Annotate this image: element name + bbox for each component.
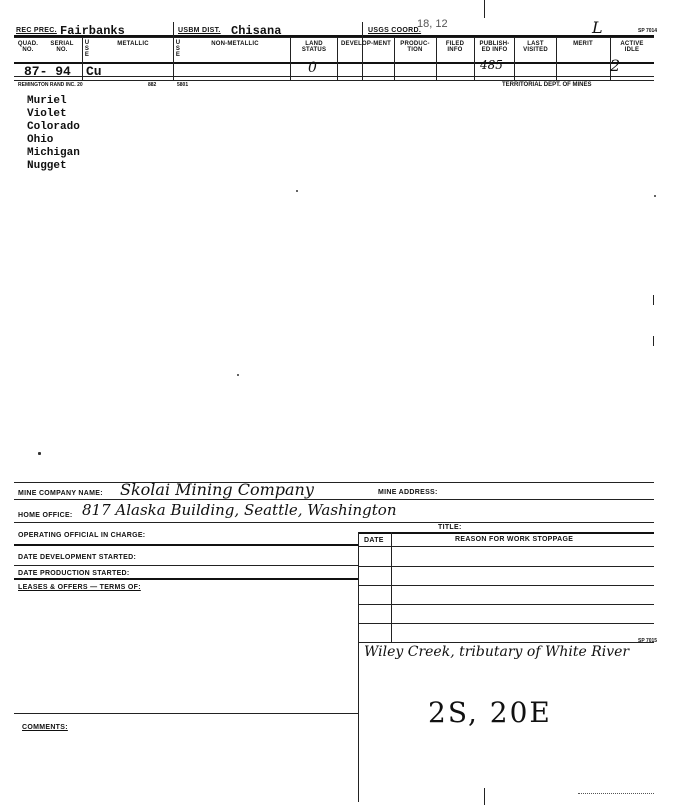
col-filed-info: FILED INFO bbox=[445, 41, 465, 53]
header-bottom-rule bbox=[14, 80, 654, 81]
home-office-rule bbox=[14, 522, 654, 523]
scan-speck bbox=[296, 190, 298, 192]
dev-started-label: DATE DEVELOPMENT STARTED: bbox=[18, 554, 137, 561]
claims-list bbox=[27, 95, 80, 173]
reason-column-label: REASON FOR WORK STOPPAGE bbox=[455, 536, 574, 543]
township-note: 2S, 20E bbox=[428, 696, 552, 729]
list-item: Violet bbox=[27, 108, 67, 120]
corner-mark: L bbox=[592, 18, 603, 37]
company-rule bbox=[14, 499, 654, 500]
home-office: 817 Alaska Building, Seattle, Washington bbox=[82, 501, 397, 519]
scan-speck bbox=[654, 195, 656, 197]
mine-company-name-label: MINE COMPANY NAME: bbox=[18, 490, 103, 497]
printer-code-2: 5801 bbox=[177, 82, 189, 88]
rec-prec-value: Fairbanks bbox=[60, 24, 125, 38]
scan-speck bbox=[237, 374, 239, 376]
comments-label: COMMENTS: bbox=[22, 724, 68, 731]
form-number-small: SP 7015 bbox=[638, 638, 658, 644]
lower-top-rule bbox=[14, 482, 654, 483]
row-land-status: 0 bbox=[308, 60, 317, 76]
mine-company-name: Skolai Mining Company bbox=[120, 480, 314, 499]
top-tick bbox=[484, 0, 485, 18]
mine-address-label: MINE ADDRESS: bbox=[378, 489, 438, 496]
col-merit: MERIT bbox=[573, 41, 593, 47]
stoppage-left-border bbox=[358, 532, 359, 802]
col-sep bbox=[337, 37, 338, 80]
col-serial-no: SERIAL NO. bbox=[50, 41, 74, 53]
row-published-info: 485 bbox=[480, 58, 503, 72]
stoppage-date-sep bbox=[391, 532, 392, 642]
col-production: PRODUC-TION bbox=[400, 41, 430, 53]
col-published-info: PUBLISH-ED INFO bbox=[479, 41, 510, 53]
col-sep bbox=[173, 22, 174, 80]
col-sep bbox=[362, 22, 363, 80]
bottom-tick bbox=[484, 788, 485, 805]
title-label: TITLE: bbox=[438, 524, 462, 531]
usbm-dist-value: Chisana bbox=[231, 24, 282, 38]
col-sep bbox=[394, 37, 395, 80]
list-item: Colorado bbox=[27, 121, 80, 133]
bottom-fragment bbox=[578, 793, 654, 794]
home-office-label: HOME OFFICE: bbox=[18, 512, 73, 519]
col-active-idle: ACTIVE IDLE bbox=[620, 41, 644, 53]
operating-official-label: OPERATING OFFICIAL IN CHARGE: bbox=[18, 532, 146, 539]
stoppage-row-rule bbox=[358, 585, 654, 586]
scan-mark bbox=[653, 336, 654, 346]
form-number: SP 7014 bbox=[638, 28, 658, 34]
location-note: Wiley Creek, tributary of White River bbox=[364, 644, 630, 660]
row-active-idle: 2 bbox=[610, 56, 621, 75]
rec-prec-label: REC PREC. bbox=[16, 27, 57, 34]
list-item: Nugget bbox=[27, 160, 67, 172]
usbm-dist-label: USBM DIST. bbox=[178, 27, 221, 34]
stoppage-row-rule bbox=[358, 642, 654, 643]
scan-speck bbox=[38, 452, 41, 455]
col-land-status: LAND STATUS bbox=[301, 41, 327, 53]
col-last-visited: LAST VISITED bbox=[523, 41, 548, 53]
col-use-1: U S E bbox=[84, 40, 90, 58]
stoppage-row-rule bbox=[358, 604, 654, 605]
stoppage-row-rule bbox=[358, 566, 654, 567]
scan-mark bbox=[653, 295, 654, 305]
stoppage-head-rule bbox=[358, 546, 654, 547]
printer-imprint: REMINGTON RAND INC. 20 bbox=[18, 82, 83, 88]
usgs-coord-label: USGS COORD. bbox=[368, 27, 422, 34]
row-quad-serial: 87- 94 bbox=[24, 64, 71, 79]
col-development: DEVELOP-MENT bbox=[340, 41, 392, 47]
col-quad-no: QUAD. NO. bbox=[17, 41, 39, 53]
official-rule bbox=[14, 544, 358, 546]
row-metallic: Cu bbox=[86, 64, 102, 79]
department-name: TERRITORIAL DEPT. OF MINES bbox=[502, 82, 592, 88]
comments-rule bbox=[14, 713, 358, 714]
col-sep bbox=[474, 37, 475, 80]
col-use-2: U S E bbox=[175, 40, 181, 58]
list-item: Muriel bbox=[27, 95, 67, 107]
header-col-rule bbox=[14, 62, 654, 64]
usgs-coord-value: 18, 12 bbox=[417, 18, 448, 30]
date-column-label: DATE bbox=[364, 537, 384, 544]
dev-rule bbox=[14, 565, 358, 566]
col-sep bbox=[556, 37, 557, 80]
stoppage-row-rule bbox=[358, 623, 654, 624]
title-rule bbox=[358, 532, 654, 534]
col-metallic: METALLIC bbox=[117, 41, 149, 47]
prod-rule bbox=[14, 578, 358, 580]
prod-started-label: DATE PRODUCTION STARTED: bbox=[18, 570, 130, 577]
leases-label: LEASES & OFFERS — TERMS OF: bbox=[18, 584, 141, 591]
list-item: Michigan bbox=[27, 147, 80, 159]
col-sep bbox=[514, 37, 515, 80]
header-row-rule bbox=[14, 76, 654, 77]
col-sep bbox=[436, 37, 437, 80]
col-sep bbox=[82, 37, 83, 80]
printer-code-1: 882 bbox=[148, 82, 157, 88]
list-item: Ohio bbox=[27, 134, 54, 146]
col-non-metallic: NON-METALLIC bbox=[211, 41, 259, 47]
col-sep bbox=[290, 37, 291, 80]
header-mid-rule bbox=[14, 37, 654, 38]
